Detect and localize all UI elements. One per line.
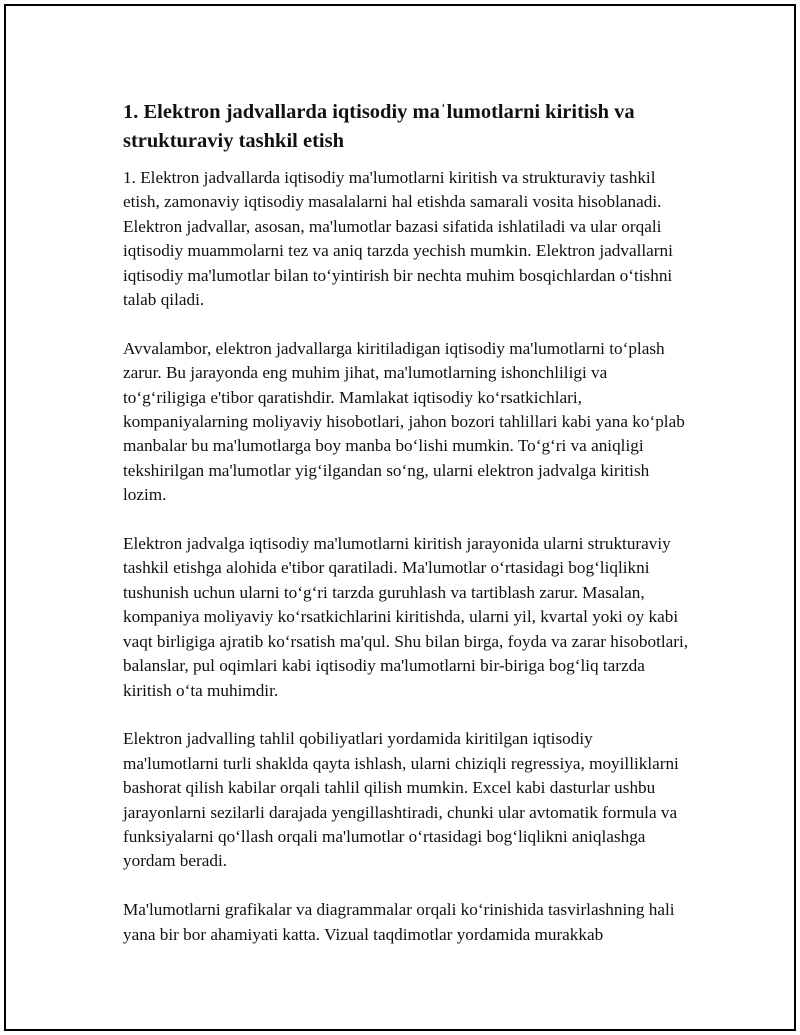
paragraph: Avvalambor, elektron jadvallarga kiritiladigan iqtisodiy ma'lumotlarni toʻplash zarur. Bu jarayonda eng muhim jihat, ma'lumotlarning ishonchliligi va toʻgʻriligiga e'tibor qaratishdir. Mamlakat iqtisodiy koʻrsatkichlari, kompaniyalarning moliyaviy hisobotlari, jahon bozori tahlillari kabi yana koʻplab manbalar bu ma'lumotlarga boy manba boʻlishi mumkin. Toʻgʻri va aniqligi tekshirilgan ma'lumotlar yigʻilgandan soʻng, ularni elektron jadvalga kiritish lozim. <box>123 338 685 505</box>
page-frame <box>4 4 796 1031</box>
paragraph: 1. Elektron jadvallarda iqtisodiy ma'lumotlarni kiritish va strukturaviy tashkil etish, zamonaviy iqtisodiy masalalarni hal etishda samarali vosita hisoblanadi. Elektron jadvallar, asosan, ma'lumotlar bazasi sifatida ishlatiladi va ular orqali iqtisodiy muammolarni tez va aniq tarzda yechish mumkin. Elektron jadvallarni iqtisodiy ma'lumotlar bilan toʻyintirish bir nechta muhim bosqichlardan oʻtishni talab qiladi. <box>123 168 673 310</box>
document-title: 1. Elektron jadvallarda iqtisodiy maˈlumotlarni kiritish va strukturaviy tashkil etish <box>123 101 635 152</box>
paragraph: Elektron jadvalga iqtisodiy ma'lumotlarni kiritish jarayonida ularni strukturaviy tashkil etishga alohida e'tibor qaratiladi. Ma'lumotlar oʻrtasidagi bogʻliqlikni tushunish uchun ularni toʻgʻri tarzda guruhlash va tartiblash zarur. Masalan, kompaniya moliyaviy koʻrsatkichlarini kiritishda, ularni yil, kvartal yoki oy kabi vaqt birligiga ajratib koʻrsatish ma'qul. Shu bilan birga, foyda va zarar hisobotlari, balanslar, pul oqimlari kabi iqtisodiy ma'lumotlarni bir-biriga bogʻliq tarzda kiritish oʻta muhimdir. <box>123 534 689 700</box>
paragraph: Ma'lumotlarni grafikalar va diagrammalar orqali koʻrinishida tasvirlashning hali yana bir bor ahamiyati katta. Vizual taqdimotlar yordamida murakkab <box>123 900 675 944</box>
paragraph: Elektron jadvalling tahlil qobiliyatlari yordamida kiritilgan iqtisodiy ma'lumotlarni turli shaklda qayta ishlash, ularni chiziqli regressiya, moyilliklarni bashorat qilish kabilar orqali tahlil qilish mumkin. Excel kabi dasturlar ushbu jarayonlarni sezilarli darajada yengillashtiradi, chunki ular avtomatik formula va funksiyalarni qoʻllash orqali ma'lumotlar oʻrtasidagi bogʻliqlikni aniqlashga yordam beradi. <box>123 729 679 871</box>
document-body <box>119 98 689 971</box>
